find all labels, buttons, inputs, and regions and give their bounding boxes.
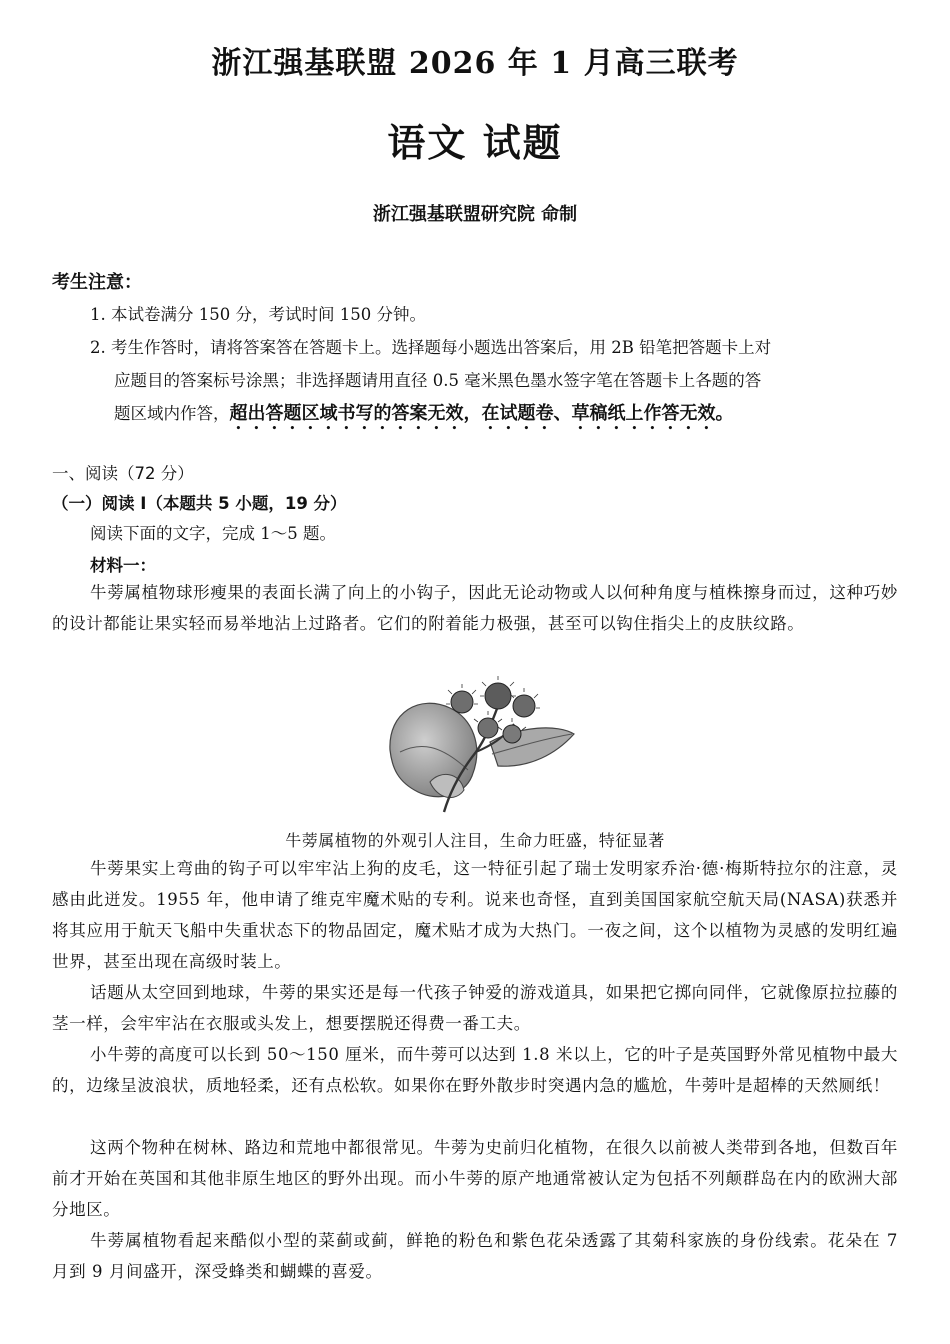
notice-item-2-line1: 2. 考生作答时，请将答案答在答题卡上。选择题每小题选出答案后，用 2B 铅笔把答题卡上对	[90, 338, 772, 357]
instruction: 阅读下面的文字，完成 1～5 题。	[90, 524, 336, 543]
burdock-drawing-icon	[380, 672, 580, 822]
notice-item-2-line3-plain: 题区域内作答，	[114, 404, 230, 423]
paragraph-3: 话题从太空回到地球，牛蒡的果实还是每一代孩子钟爱的游戏道具，如果把它掷向同伴，它就像原拉拉藤的茎一样，会牢牢沾在衣服或头发上，想要摆脱还得费一番工夫。	[52, 983, 898, 1033]
emphasized-warning: 超出答题区域书写的答案无效，在试题卷、草稿纸上作答无效。	[229, 403, 734, 424]
author-line: 浙江强基联盟研究院 命制	[372, 204, 578, 225]
notice-list	[90, 298, 898, 434]
sub-heading: （一）阅读 Ⅰ（本题共 5 小题，19 分）	[52, 494, 347, 513]
notice-item-2-line3	[90, 397, 898, 434]
notice-item-2-line2: 应题目的答案标号涂黑；非选择题请用直径 0.5 毫米黑色墨水签字笔在答题卡上各题的答	[114, 371, 762, 390]
burdock-illustration	[380, 672, 580, 822]
exam-title: 浙江强基联盟 2026 年 1 月高三联考	[211, 46, 739, 81]
material-label: 材料一：	[90, 556, 156, 575]
paragraph-4: 小牛蒡的高度可以长到 50～150 厘米，而牛蒡可以达到 1.8 米以上，它的叶子是英国野外常见植物中最大的，边缘呈波浪状，质地轻柔，还有点松软。如果你在野外散步时突遇内急的尴尬，牛蒡叶是超棒的天然厕纸！	[52, 1045, 899, 1095]
section-heading: 一、阅读（72 分）	[52, 464, 194, 483]
figure-caption: 牛蒡属植物的外观引人注目，生命力旺盛，特征显著	[285, 831, 665, 850]
paragraph-6: 牛蒡属植物看起来酷似小型的菜蓟或蓟，鲜艳的粉色和紫色花朵透露了其菊科家族的身份线索。花朵在 7 月到 9 月间盛开，深受蜂类和蝴蝶的喜爱。	[52, 1231, 898, 1281]
paragraph-5: 这两个物种在树林、路边和荒地中都很常见。牛蒡为史前归化植物，在很久以前被人类带到各地，但数百年前才开始在英国和其他非原生地区的野外出现。而小牛蒡的原产地通常被认定为包括不列颠群岛在内的欧洲大部分地区。	[52, 1138, 898, 1219]
notice-heading: 考生注意：	[52, 272, 142, 293]
notice-item-2	[90, 331, 898, 434]
paragraph-1: 牛蒡属植物球形瘦果的表面长满了向上的小钩子，因此无论动物或人以何种角度与植株擦身而过，这种巧妙的设计都能让果实轻而易举地沾上过路者。它们的附着能力极强，甚至可以钩住指尖上的皮肤纹路。	[52, 583, 898, 633]
notice-item-1: 1. 本试卷满分 150 分，考试时间 150 分钟。	[90, 305, 426, 324]
paragraph-2: 牛蒡果实上弯曲的钩子可以牢牢沾上狗的皮毛，这一特征引起了瑞士发明家乔治·德·梅斯特拉尔的注意，灵感由此迸发。1955 年，他申请了维克牢魔术贴的专利。说来也奇怪，直到美国国家航空航天局(NASA)获悉并将其应用于航天飞船中失重状态下的物品固定，魔术贴才成为大热门。一夜之间，这个以植物为灵感的发明红遍世界，甚至出现在高级时装上。	[52, 859, 898, 971]
subject-title: 语文 试题	[387, 120, 563, 165]
